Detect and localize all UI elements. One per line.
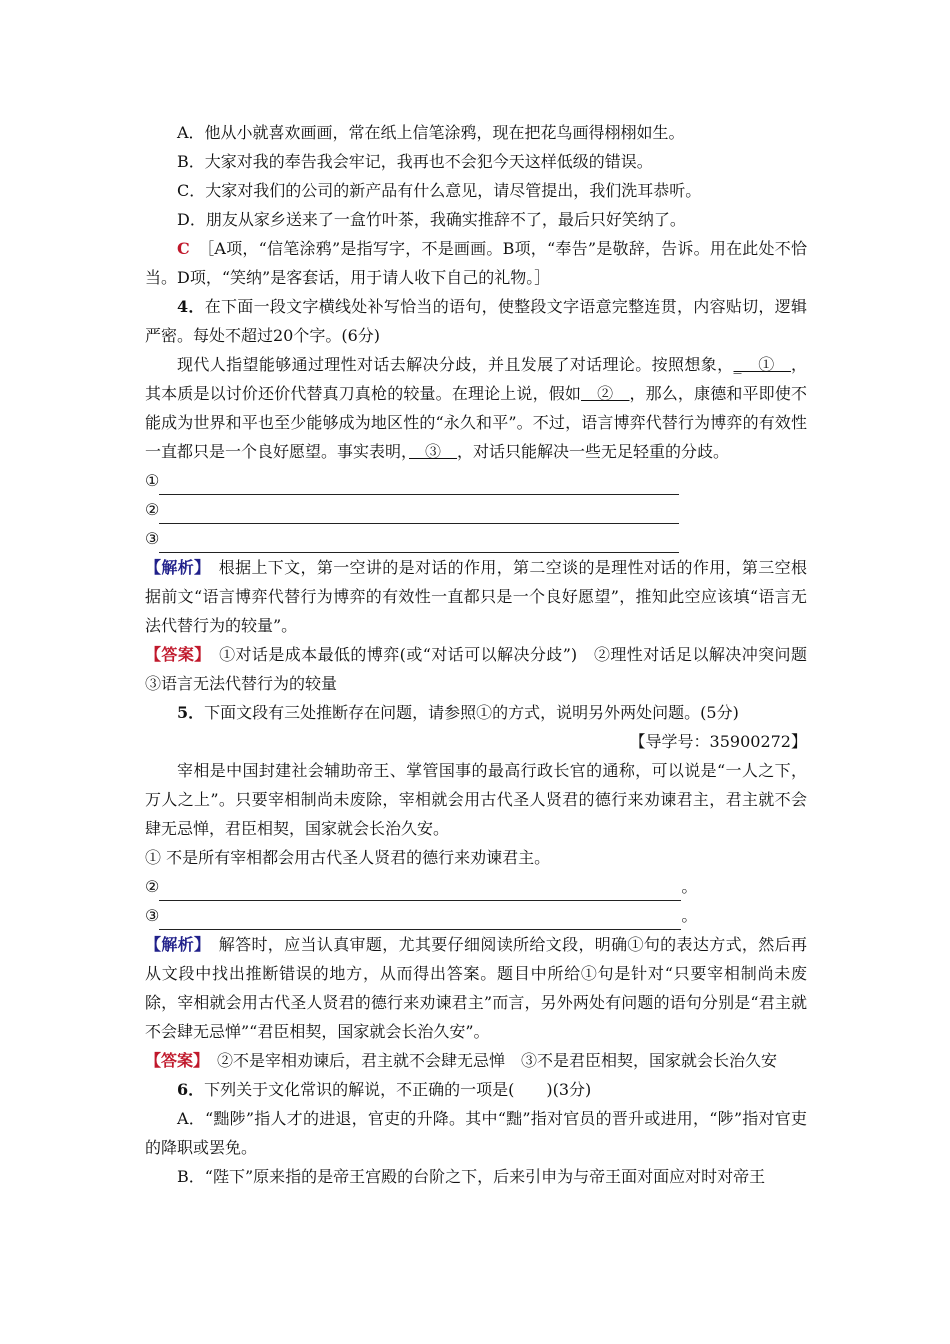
q5-analysis-text: 解答时，应当认真审题，尤其要仔细阅读所给文段，明确①句的表达方式，然后再从文段中找出推断错误的地方，从而得出答案。题目中所给①句是针对“只要宰相制尚未废除，宰相就会用古代圣人贤君的德行来劝谏君主”而言，另外两处有问题的语句分别是“君主就不会肆无忌惮”“君臣相契，国家就会长治久安”。 (145, 935, 807, 1041)
q6-stem-text: 下列关于文化常识的解说，不正确的一项是( )(3分) (204, 1080, 592, 1099)
answer-tag: 【答案】 (145, 1051, 202, 1070)
blank-2: ② (581, 384, 630, 403)
option-d: D．朋友从家乡送来了一盒竹叶茶，我确实推辞不了，最后只好笑纳了。 (177, 210, 686, 229)
q5-reference-number: 【导学号：35900272】 (629, 732, 807, 751)
answer-line-marker: ② (145, 500, 160, 519)
q5-example: ① 不是所有宰相都会用古代圣人贤君的德行来劝谏君主。 (145, 848, 551, 867)
answer-rule (159, 882, 681, 901)
q4-answer-line-3[interactable] (145, 524, 807, 553)
q5-answer (145, 1046, 807, 1075)
q5-answer-line-3[interactable] (145, 901, 807, 930)
answer-line-marker: ③ (145, 906, 160, 925)
q4-answer (145, 640, 823, 698)
q4-number: 4． (177, 297, 205, 316)
q4-analysis (145, 553, 807, 640)
option-c: C．大家对我们的公司的新产品有什么意见，请尽管提出，我们洗耳恭听。 (177, 181, 702, 200)
answer-line-end: 。 (681, 877, 698, 896)
q6-number: 6． (177, 1080, 205, 1099)
answer-rule (159, 505, 679, 524)
answer-tag: 【答案】 (145, 645, 203, 664)
answer-rule (159, 476, 679, 495)
q6-option-b: B．“陛下”原来指的是帝王宫殿的台阶之下，后来引申为与帝王面对面应对时对帝王 (177, 1167, 766, 1186)
q4-answer-text: ①对话是成本最低的博弈(或“对话可以解决分歧”) ②理性对话足以解决冲突问题 ③语言无法代替行为的较量 (145, 645, 823, 693)
q4-answer-line-1[interactable] (145, 466, 807, 495)
q4-passage-part1: 现代人指望能够通过理性对话去解决分歧，并且发展了对话理论。按照想象， (177, 355, 734, 374)
q6-stem (145, 1075, 807, 1104)
q4-passage (145, 350, 807, 466)
q3-answer-letter: C (177, 239, 190, 258)
q5-passage: 宰相是中国封建社会辅助帝王、掌管国事的最高行政长官的通称，可以说是“一人之下，万人之上”。只要宰相制尚未废除，宰相就会用古代圣人贤君的德行来劝谏君主，君主就不会肆无忌惮，君臣相契，国家就会长治久安。 (145, 761, 807, 838)
q5-stem (145, 698, 807, 727)
q3-answer (145, 234, 807, 292)
answer-line-marker: ③ (145, 529, 160, 548)
q4-passage-part4: ，对话只能解决一些无足轻重的分歧。 (457, 442, 730, 461)
q3-answer-text: ［A项，“信笔涂鸦”是指写字，不是画画。B项，“奉告”是敬辞，告诉。用在此处不恰当。D项，“笑纳”是客套话，用于请人收下自己的礼物。］ (145, 239, 807, 287)
q4-stem-text: 在下面一段文字横线处补写恰当的语句，使整段文字语意完整连贯，内容贴切，逻辑严密。每处不超过20个字。(6分) (145, 297, 807, 345)
blank-1: _ ① (733, 355, 791, 374)
q4-stem (145, 292, 807, 350)
answer-line-end: 。 (681, 906, 698, 925)
q4-passage-part3: ，那么，康德和平即使不能成为世界和平也至少能够成为地区性的“永久和平”。不过，语言博弈代替行为博弈的有效性一直都只是一个良好愿望。事实表明， (145, 384, 807, 461)
answer-line-marker: ② (145, 877, 160, 896)
option-b: B．大家对我的奉告我会牢记，我再也不会犯今天这样低级的错误。 (177, 152, 653, 171)
q5-answer-line-2[interactable] (145, 872, 807, 901)
option-a: A．他从小就喜欢画画，常在纸上信笔涂鸦，现在把花鸟画得栩栩如生。 (177, 123, 685, 142)
q4-passage-part2: ，其本质是以讨价还价代替真刀真枪的较量。在理论上说，假如 (145, 355, 807, 403)
answer-line-marker: ① (145, 471, 160, 490)
q5-stem-text: 下面文段有三处推断存在问题，请参照①的方式，说明另外两处问题。(5分) (204, 703, 739, 722)
analysis-tag: 【解析】 (145, 558, 203, 577)
q5-number: 5． (177, 703, 205, 722)
q5-answer-text: ②不是宰相劝谏后，君主就不会肆无忌惮 ③不是君臣相契，国家就会长治久安 (201, 1051, 778, 1070)
q4-analysis-text: 根据上下文，第一空讲的是对话的作用，第二空谈的是理性对话的作用，第三空根据前文“语言博弈代替行为博弈的有效性一直都只是一个良好愿望”，推知此空应该填“语言无法代替行为的较量”。 (145, 558, 807, 635)
q6-option-a: A．“黜陟”指人才的进退，官吏的升降。其中“黜”指对官员的晋升或进用，“陟”指对官吏的降职或罢免。 (145, 1109, 807, 1157)
page-content (145, 118, 823, 1191)
answer-rule (159, 911, 681, 930)
answer-rule (159, 534, 679, 553)
analysis-tag: 【解析】 (145, 935, 203, 954)
q4-answer-line-2[interactable] (145, 495, 807, 524)
blank-3: ③ (409, 442, 458, 461)
q5-analysis (145, 930, 807, 1046)
